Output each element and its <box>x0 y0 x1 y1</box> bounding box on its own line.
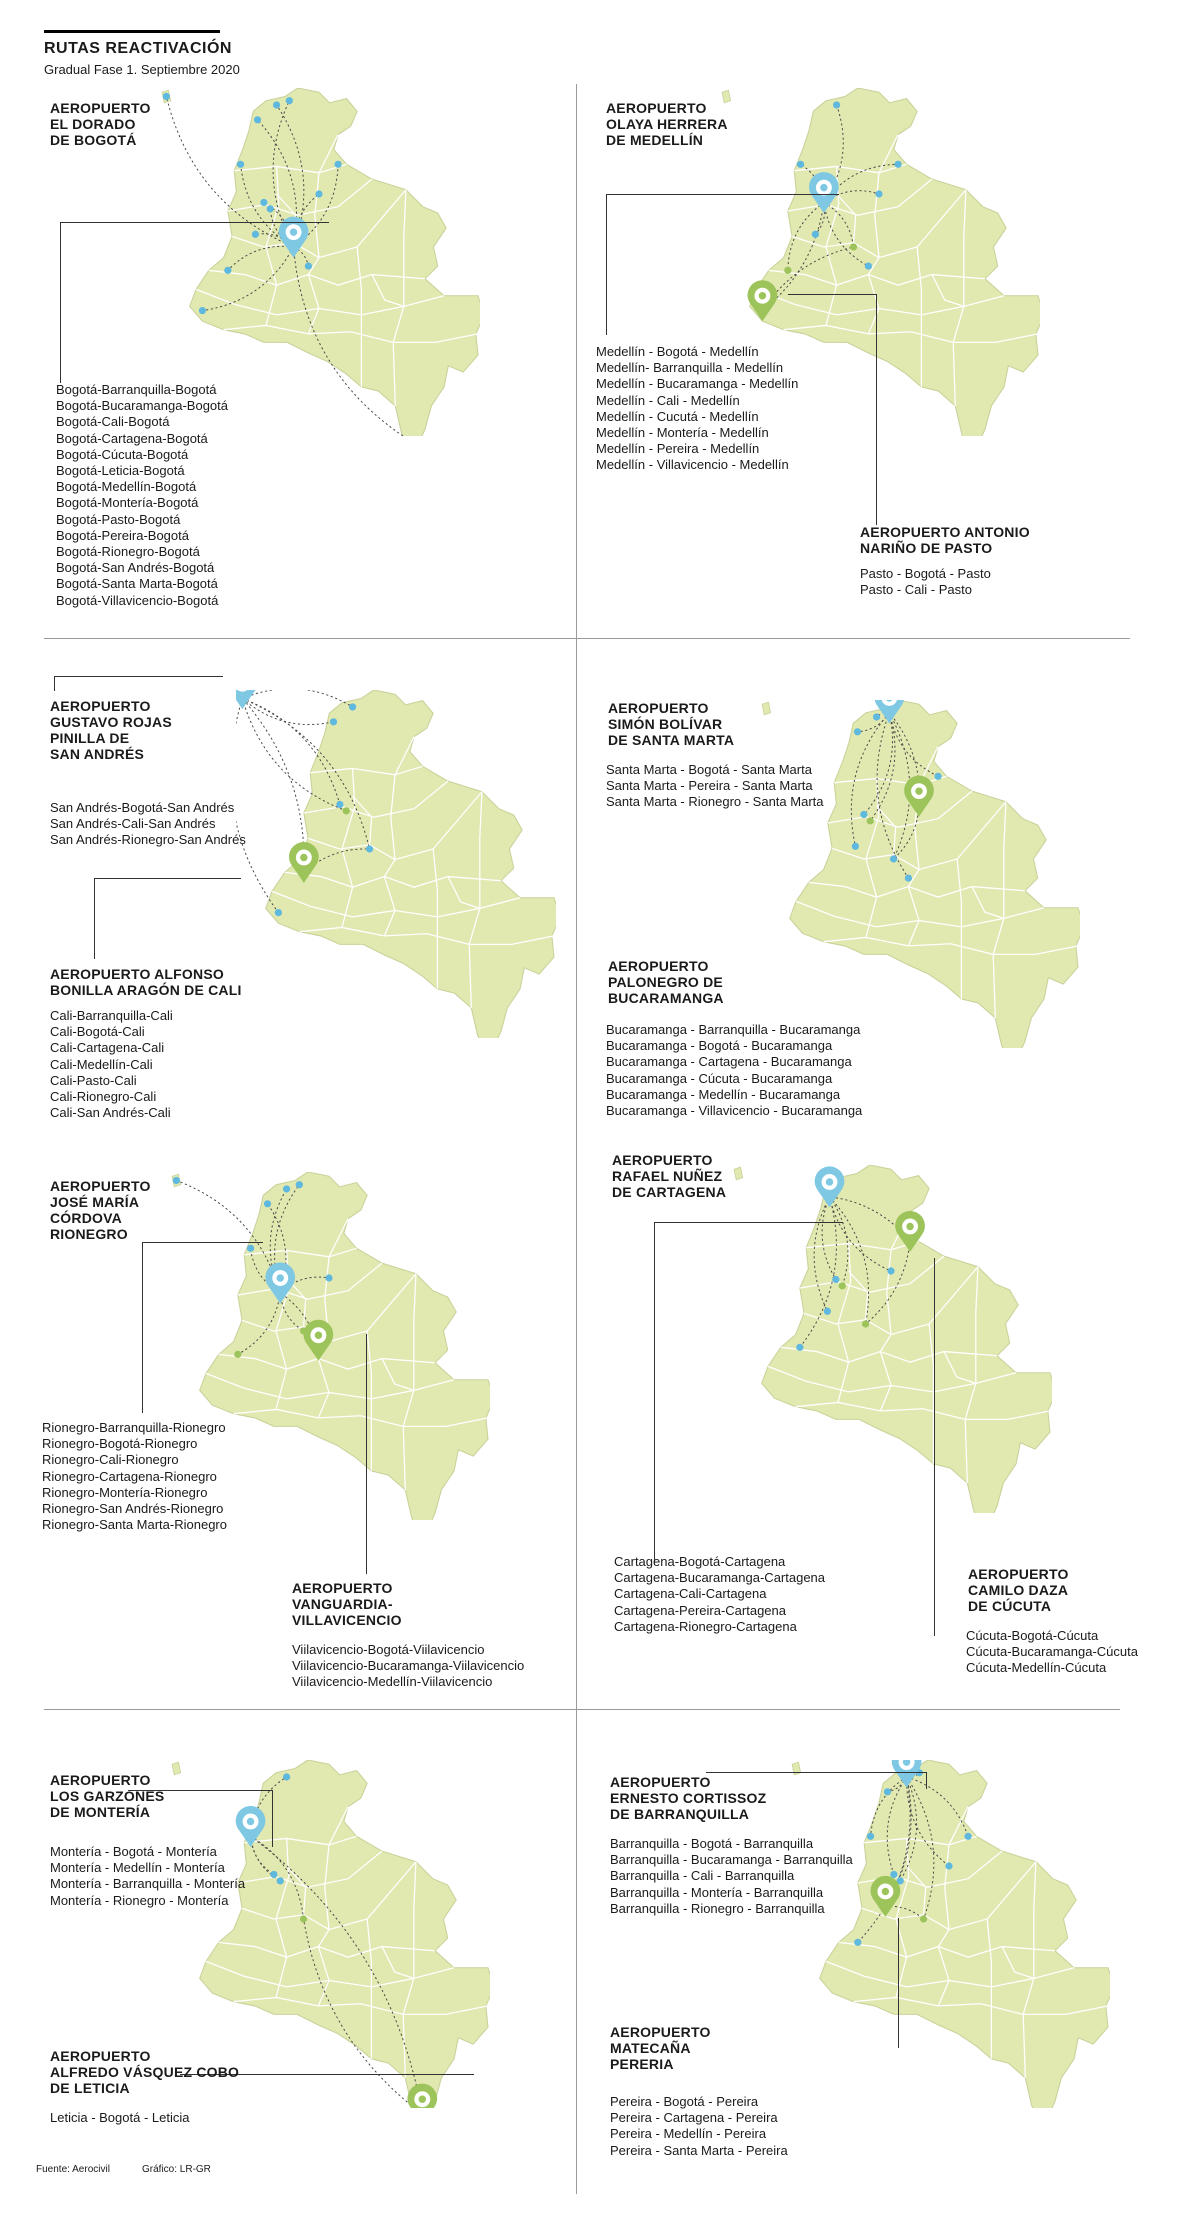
route-item: Viilavicencio-Bucaramanga-Viilavicencio <box>292 1658 525 1674</box>
route-item: Rionegro-Montería-Rionegro <box>42 1484 208 1500</box>
leader-line-sanandres <box>54 676 223 691</box>
horizontal-divider-2 <box>44 1709 1120 1710</box>
airport-dot <box>296 1181 303 1188</box>
route-list-sanandres <box>50 800 246 849</box>
airport-dot <box>330 718 337 725</box>
airport-name-line: AEROPUERTO <box>50 100 151 116</box>
airport-name-line: DE MEDELLÍN <box>606 132 704 148</box>
route-item: San Andrés-Cali-San Andrés <box>50 816 216 832</box>
airport-dot <box>867 1833 874 1840</box>
airport-name-line: AEROPUERTO <box>50 2048 151 2064</box>
route-item: Medellín - Montería - Medellín <box>596 425 769 441</box>
route-item: Medellín - Villavicencio - Medellín <box>596 457 789 473</box>
route-item: Pereira - Bogotá - Pereira <box>610 2094 759 2109</box>
airport-dot <box>366 845 373 852</box>
route-item: Medellín - Bogotá - Medellín <box>596 344 759 359</box>
route-item: Rionegro-Santa Marta-Rionegro <box>42 1517 227 1533</box>
page-subtitle: Gradual Fase 1. Septiembre 2020 <box>44 62 240 77</box>
airport-name-line: CÓRDOVA <box>50 1210 122 1226</box>
leader-line-rionegro <box>142 1242 263 1413</box>
airport-dot <box>260 199 267 206</box>
airport-name-line: AEROPUERTO ANTONIO <box>860 524 1030 540</box>
route-item: Bogotá-Pasto-Bogotá <box>56 511 181 527</box>
airport-name-line: AEROPUERTO <box>50 1178 151 1194</box>
airport-dot <box>797 161 804 168</box>
route-item: Viilavicencio-Bogotá-Viilavicencio <box>292 1642 485 1657</box>
airport-name-line: ALFREDO VÁSQUEZ COBO <box>50 2064 240 2080</box>
airport-dot <box>875 190 882 197</box>
route-list-medellin <box>596 344 798 474</box>
airport-name-line: PALONEGRO DE <box>608 974 723 990</box>
airport-dot <box>850 243 857 250</box>
route-item: Medellín- Barranquilla - Medellín <box>596 360 784 376</box>
route-list-villavicencio <box>292 1642 524 1691</box>
airport-name-line: DE CÚCUTA <box>968 1598 1052 1614</box>
airport-name-line: AEROPUERTO <box>610 2024 711 2040</box>
pin-center <box>300 854 307 861</box>
leader-line-cartagena <box>654 1222 843 1563</box>
pin-center <box>882 1888 889 1895</box>
route-list-pasto <box>860 566 991 598</box>
route-item: Montería - Rionegro - Montería <box>50 1892 229 1908</box>
airport-name-line: NARIÑO DE PASTO <box>860 540 993 556</box>
route-item: Cartagena-Cali-Cartagena <box>614 1586 767 1602</box>
airport-label-cali <box>50 966 290 998</box>
airport-name-line: RIONEGRO <box>50 1226 128 1242</box>
airport-name-line: DE BARRANQUILLA <box>610 1806 750 1822</box>
leader-line-cucuta <box>934 1258 936 1636</box>
airport-name-line: JOSÉ MARÍA <box>50 1194 140 1210</box>
airport-label-villavicencio <box>292 1580 532 1628</box>
route-item: Rionegro-Cali-Rionegro <box>42 1452 179 1468</box>
route-item: Pasto - Cali - Pasto <box>860 582 972 598</box>
footer-source: Fuente: Aerocivil <box>36 2164 110 2175</box>
airport-label-medellin <box>606 100 846 148</box>
airport-name-line: RAFAEL NUÑEZ <box>612 1168 723 1184</box>
airport-dot <box>349 703 356 710</box>
route-item: Medellín - Cali - Medellín <box>596 392 740 408</box>
airport-dot <box>945 1862 952 1869</box>
airport-name-line: PERERIA <box>610 2056 674 2072</box>
route-item: Rionegro-Cartagena-Rionegro <box>42 1468 217 1484</box>
airport-name-line: GUSTAVO ROJAS <box>50 714 172 730</box>
airport-name-line: AEROPUERTO <box>608 700 709 716</box>
airport-dot <box>860 811 867 818</box>
route-list-rionegro <box>42 1420 227 1533</box>
route-item: Montería - Medellín - Montería <box>50 1860 225 1876</box>
airport-label-pereira <box>610 2024 850 2072</box>
route-item: Bogotá-Rionegro-Bogotá <box>56 544 200 560</box>
airport-dot <box>237 161 244 168</box>
route-item: Cali-Barranquilla-Cali <box>50 1008 173 1023</box>
route-item: Rionegro-Barranquilla-Rionegro <box>42 1420 226 1435</box>
route-item: Cali-Medellín-Cali <box>50 1056 153 1072</box>
airport-name-line: DE SANTA MARTA <box>608 732 735 748</box>
airport-name-line: MATECAÑA <box>610 2040 691 2056</box>
airport-dot <box>884 1788 891 1795</box>
route-list-cartagena <box>614 1554 825 1635</box>
route-item: Bogotá-Pereira-Bogotá <box>56 527 189 543</box>
airport-dot <box>275 909 282 916</box>
route-item: Cartagena-Pereira-Cartagena <box>614 1602 786 1618</box>
pin-center <box>915 787 922 794</box>
vertical-divider <box>576 84 577 2194</box>
route-item: Cartagena-Bogotá-Cartagena <box>614 1554 786 1569</box>
airport-name-line: LOS GARZONES <box>50 1788 165 1804</box>
airport-name-line: DE CARTAGENA <box>612 1184 727 1200</box>
airport-name-line: AEROPUERTO ALFONSO <box>50 966 224 982</box>
airport-dot <box>862 1320 869 1327</box>
airport-name-line: VANGUARDIA- <box>292 1596 393 1612</box>
pin-center <box>277 1274 284 1281</box>
airport-dot <box>325 1274 332 1281</box>
route-list-santamarta <box>606 762 824 811</box>
airport-name-line: AEROPUERTO <box>608 958 709 974</box>
route-item: Montería - Bogotá - Montería <box>50 1844 217 1859</box>
route-item: Cali-Pasto-Cali <box>50 1072 137 1088</box>
airport-label-santamarta <box>608 700 848 748</box>
route-item: Barranquilla - Bucaramanga - Barranquilla <box>610 1852 853 1868</box>
route-item: San Andrés-Bogotá-San Andrés <box>50 800 235 815</box>
route-item: Viilavicencio-Medellín-Viilavicencio <box>292 1674 493 1690</box>
route-item: Cali-San Andrés-Cali <box>50 1105 171 1121</box>
airport-label-sanandres <box>50 698 290 762</box>
route-item: Montería - Barranquilla - Montería <box>50 1876 246 1892</box>
airport-dot <box>854 728 861 735</box>
airport-dot <box>277 1877 284 1884</box>
route-item: Bogotá-Montería-Bogotá <box>56 495 199 511</box>
route-item: Bogotá-Villavicencio-Bogotá <box>56 592 219 608</box>
route-list-pereira <box>610 2094 788 2159</box>
airport-label-pasto <box>860 524 1100 556</box>
airport-dot <box>300 1915 307 1922</box>
page-title: RUTAS REACTIVACIÓN <box>44 40 232 57</box>
route-item: Cartagena-Rionegro-Cartagena <box>614 1618 797 1634</box>
airport-dot <box>315 190 322 197</box>
route-item: Santa Marta - Rionegro - Santa Marta <box>606 794 824 810</box>
airport-dot <box>934 773 941 780</box>
airport-name-line: SIMÓN BOLÍVAR <box>608 716 723 732</box>
airport-name-line: AEROPUERTO <box>50 698 151 714</box>
airport-label-bogota <box>50 100 290 148</box>
airport-name-line: DE MONTERÍA <box>50 1804 151 1820</box>
airport-label-monteria <box>50 1772 290 1820</box>
route-item: Bucaramanga - Barranquilla - Bucaramanga <box>606 1022 861 1037</box>
route-item: Medellín - Bucaramanga - Medellín <box>596 376 799 392</box>
airport-name-line: VILLAVICENCIO <box>292 1612 402 1628</box>
airport-label-rionegro <box>50 1178 290 1242</box>
airport-name-line: AEROPUERTO <box>610 1774 711 1790</box>
airport-dot <box>336 801 343 808</box>
route-item: Barranquilla - Rionegro - Barranquilla <box>610 1900 825 1916</box>
airport-label-cucuta <box>968 1566 1200 1614</box>
route-list-bucaramanga <box>606 1022 862 1119</box>
route-item: Cali-Cartagena-Cali <box>50 1040 165 1056</box>
route-item: Bogotá-Medellín-Bogotá <box>56 479 197 495</box>
route-item: Barranquilla - Bogotá - Barranquilla <box>610 1836 814 1851</box>
airport-name-line: BONILLA ARAGÓN DE CALI <box>50 982 242 998</box>
route-item: Barranquilla - Cali - Barranquilla <box>610 1868 795 1884</box>
airport-name-line: AEROPUERTO <box>612 1152 713 1168</box>
route-item: Rionegro-San Andrés-Rionegro <box>42 1501 224 1517</box>
route-item: Pereira - Medellín - Pereira <box>610 2126 767 2142</box>
route-item: Bogotá-San Andrés-Bogotá <box>56 560 215 576</box>
route-item: Bucaramanga - Medellín - Bucaramanga <box>606 1086 841 1102</box>
airport-dot <box>905 874 912 881</box>
airport-dot <box>887 1267 894 1274</box>
airport-name-line: CAMILO DAZA <box>968 1582 1069 1598</box>
airport-dot <box>334 161 341 168</box>
pin-center <box>820 184 827 191</box>
pin-center <box>906 1223 913 1230</box>
footer-credit: Gráfico: LR-GR <box>142 2164 211 2175</box>
route-item: Bogotá-Cali-Bogotá <box>56 414 170 430</box>
route-item: Bogotá-Cúcuta-Bogotá <box>56 446 189 462</box>
airport-label-leticia <box>50 2048 290 2096</box>
airport-dot <box>163 93 170 100</box>
route-item: Bogotá-Bucaramanga-Bogotá <box>56 398 229 414</box>
route-item: Medellín - Cucutá - Medellín <box>596 408 759 424</box>
route-item: Rionegro-Bogotá-Rionegro <box>42 1436 198 1452</box>
route-item: Pasto - Bogotá - Pasto <box>860 566 991 581</box>
airport-name-line: AEROPUERTO <box>968 1566 1069 1582</box>
airport-name-line: PINILLA DE <box>50 730 130 746</box>
route-list-bogota <box>56 382 228 609</box>
route-item: Cúcuta-Bucaramanga-Cúcuta <box>966 1644 1138 1660</box>
leader-line-villavicencio <box>366 1334 368 1574</box>
route-list-cali <box>50 1008 173 1121</box>
route-item: Bucaramanga - Bogotá - Bucaramanga <box>606 1038 833 1054</box>
airport-dot <box>343 807 350 814</box>
airport-dot <box>852 843 859 850</box>
route-list-monteria <box>50 1844 245 1909</box>
route-item: Bucaramanga - Cúcuta - Bucaramanga <box>606 1070 833 1086</box>
airport-name-line: DE BOGOTÁ <box>50 132 137 148</box>
airport-label-barranquilla <box>610 1774 850 1822</box>
airport-dot <box>964 1833 971 1840</box>
route-item: Bucaramanga - Cartagena - Bucaramanga <box>606 1054 852 1070</box>
leader-line-cali <box>94 878 241 959</box>
airport-dot <box>865 262 872 269</box>
airport-name-line: ERNESTO CORTISSOZ <box>610 1790 767 1806</box>
leader-line-pasto <box>788 294 877 525</box>
airport-name-line: SAN ANDRÉS <box>50 746 145 762</box>
route-item: Bucaramanga - Villavicencio - Bucaramanga <box>606 1103 863 1119</box>
airport-dot <box>854 1939 861 1946</box>
leader-line-bogota <box>60 222 329 383</box>
airport-name-line: OLAYA HERRERA <box>606 116 728 132</box>
airport-dot <box>894 161 901 168</box>
airport-name-line: DE LETICIA <box>50 2080 130 2096</box>
header-rule <box>44 30 220 33</box>
airport-dot <box>270 1871 277 1878</box>
route-item: Cúcuta-Medellín-Cúcuta <box>966 1660 1107 1676</box>
route-item: Bogotá-Leticia-Bogotá <box>56 463 185 479</box>
route-item: Bogotá-Cartagena-Bogotá <box>56 430 208 446</box>
route-item: Pereira - Cartagena - Pereira <box>610 2110 778 2126</box>
airport-dot <box>890 855 897 862</box>
airport-dot <box>873 713 880 720</box>
route-item: Bogotá-Barranquilla-Bogotá <box>56 382 217 397</box>
airport-dot <box>867 817 874 824</box>
airport-name-line: BUCARAMANGA <box>608 990 724 1006</box>
airport-label-bucaramanga <box>608 958 848 1006</box>
airport-name-line: AEROPUERTO <box>50 1772 151 1788</box>
airport-label-cartagena <box>612 1152 852 1200</box>
route-item: Cúcuta-Bogotá-Cúcuta <box>966 1628 1099 1643</box>
route-item: Cartagena-Bucaramanga-Cartagena <box>614 1570 826 1586</box>
route-item: Cali-Bogotá-Cali <box>50 1024 145 1040</box>
airport-name-line: EL DORADO <box>50 116 136 132</box>
horizontal-divider-1 <box>44 638 1130 639</box>
route-item: San Andrés-Rionegro-San Andrés <box>50 832 246 848</box>
route-item: Barranquilla - Montería - Barranquilla <box>610 1884 824 1900</box>
route-item: Cali-Rionegro-Cali <box>50 1089 157 1105</box>
pin-center <box>419 2095 426 2102</box>
route-list-barranquilla <box>610 1836 853 1917</box>
airport-name-line: AEROPUERTO <box>292 1580 393 1596</box>
airport-dot <box>920 1915 927 1922</box>
airport-dot <box>267 205 274 212</box>
airport-name-line: AEROPUERTO <box>606 100 707 116</box>
route-item: Santa Marta - Pereira - Santa Marta <box>606 778 813 794</box>
route-list-leticia <box>50 2110 189 2126</box>
leader-line-pereira <box>898 1918 900 2048</box>
pin-center <box>315 1332 322 1339</box>
route-item: Pereira - Santa Marta - Pereira <box>610 2142 788 2158</box>
route-item: Santa Marta - Bogotá - Santa Marta <box>606 762 812 777</box>
airport-dot <box>890 1871 897 1878</box>
route-item: Leticia - Bogotá - Leticia <box>50 2110 190 2125</box>
route-item: Bogotá-Santa Marta-Bogotá <box>56 576 218 592</box>
route-list-cucuta <box>966 1628 1138 1677</box>
route-item: Medellín - Pereira - Medellín <box>596 441 760 457</box>
